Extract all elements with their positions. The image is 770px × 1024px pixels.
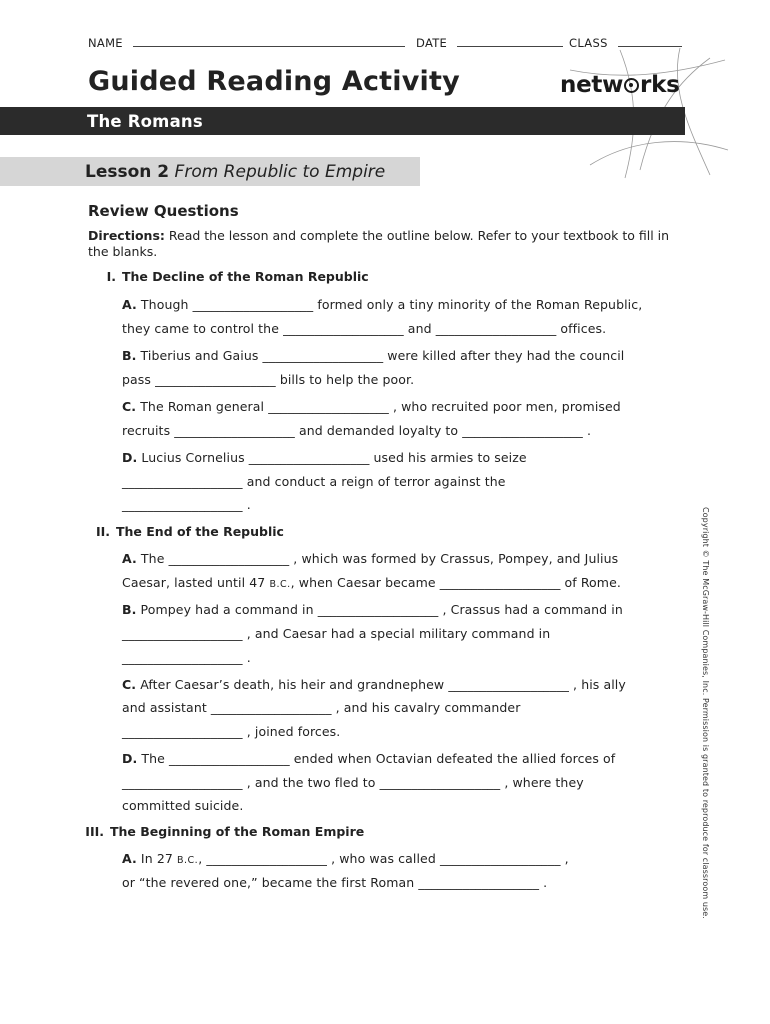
item-label: C. <box>122 677 137 692</box>
outline-line: or “the revered one,” became the first Roman ___________________ . <box>122 875 548 890</box>
copyright-notice: Copyright © The McGraw-Hill Companies, Inc. Permission is granted to reproduce for classroom use. <box>701 507 710 919</box>
answer-blank[interactable]: ___________________ <box>439 851 561 866</box>
review-questions-heading: Review Questions <box>88 202 239 220</box>
outline-line: A. Though ___________________ formed only a tiny minority of the Roman Republic, <box>122 297 643 312</box>
name-field[interactable] <box>88 34 405 50</box>
logo-text-start: netw <box>560 72 624 98</box>
directions <box>88 228 678 260</box>
outline-line: C. After Caesar’s death, his heir and grandnephew ___________________ , his ally <box>122 677 626 692</box>
answer-blank[interactable]: ___________________ <box>439 575 561 590</box>
unit-banner <box>0 107 685 135</box>
name-label: NAME <box>88 36 123 50</box>
outline-line: D. Lucius Cornelius ___________________ used his armies to seize <box>122 450 527 465</box>
answer-blank[interactable]: ___________________ <box>262 348 384 363</box>
item-label: A. <box>122 851 137 866</box>
section-number: I. <box>106 269 116 284</box>
answer-blank[interactable]: ___________________ <box>448 677 569 692</box>
outline-line: pass ___________________ bills to help the poor. <box>122 372 415 387</box>
outline-line: ___________________ . <box>122 650 251 665</box>
outline-line: committed suicide. <box>122 798 244 813</box>
answer-blank[interactable]: ___________________ <box>168 551 290 566</box>
answer-blank[interactable]: ___________________ <box>169 751 290 766</box>
answer-blank[interactable]: ___________________ <box>122 626 243 641</box>
answer-blank[interactable]: ___________________ <box>317 602 439 617</box>
answer-blank[interactable]: ___________________ <box>206 851 328 866</box>
outline-line: A. The ___________________ , which was formed by Crassus, Pompey, and Julius <box>122 551 619 566</box>
unit-title: The Romans <box>87 112 203 131</box>
section-heading <box>70 824 364 839</box>
outline-line: A. In 27 B.C., ___________________ , who was called ___________________ , <box>122 851 569 866</box>
outline-line: ___________________ , and the two fled to ___________________ , where they <box>122 775 584 790</box>
answer-blank[interactable]: ___________________ <box>122 775 243 790</box>
section-heading <box>76 524 284 539</box>
class-blank[interactable] <box>618 34 682 47</box>
outline-line: C. The Roman general ___________________ , who recruited poor men, promised <box>122 399 621 414</box>
item-label: D. <box>122 450 138 465</box>
target-o-icon <box>624 78 639 93</box>
outline-line: ___________________ and conduct a reign of terror against the <box>122 474 506 489</box>
date-blank[interactable] <box>457 34 563 47</box>
date-field[interactable] <box>416 34 563 50</box>
lesson-banner <box>0 157 420 186</box>
answer-blank[interactable]: ___________________ <box>210 700 332 715</box>
section-number: III. <box>85 824 104 839</box>
outline-line: recruits ___________________ and demanded loyalty to ___________________ . <box>122 423 592 438</box>
answer-blank[interactable]: ___________________ <box>418 875 540 890</box>
lesson-subtitle: From Republic to Empire <box>174 162 386 182</box>
outline-line: B. Pompey had a command in ___________________ , Crassus had a command in <box>122 602 623 617</box>
directions-text: Read the lesson and complete the outline below. Refer to your textbook to fill in the blanks. <box>88 228 670 259</box>
logo-text-end: rks <box>640 72 680 98</box>
item-label: B. <box>122 348 137 363</box>
date-label: DATE <box>416 36 448 50</box>
answer-blank[interactable]: ___________________ <box>268 399 389 414</box>
section-heading <box>82 269 369 284</box>
answer-blank[interactable]: ___________________ <box>435 321 557 336</box>
outline-line: ___________________ , and Caesar had a special military command in <box>122 626 551 641</box>
item-label: D. <box>122 751 138 766</box>
item-label: B. <box>122 602 137 617</box>
outline-line: B. Tiberius and Gaius ___________________ were killed after they had the council <box>122 348 625 363</box>
outline-line: ___________________ , joined forces. <box>122 724 341 739</box>
outline-line: ___________________ . <box>122 497 251 512</box>
outline-line: they came to control the ___________________ and ___________________ offices. <box>122 321 607 336</box>
section-number: II. <box>95 524 110 539</box>
section-title: The End of the Republic <box>116 524 284 539</box>
outline-line: Caesar, lasted until 47 B.C., when Caesar became ___________________ of Rome. <box>122 575 621 590</box>
answer-blank[interactable]: ___________________ <box>174 423 295 438</box>
class-field[interactable] <box>569 34 682 50</box>
outline-line: and assistant ___________________ , and his cavalry commander <box>122 700 521 715</box>
answer-blank[interactable]: ___________________ <box>462 423 583 438</box>
item-label: A. <box>122 297 137 312</box>
section-title: The Decline of the Roman Republic <box>122 269 369 284</box>
answer-blank[interactable]: ___________________ <box>192 297 314 312</box>
answer-blank[interactable]: ___________________ <box>122 724 243 739</box>
directions-label: Directions: <box>88 228 165 243</box>
lesson-heading <box>85 162 385 182</box>
networks-logo <box>560 72 679 98</box>
answer-blank[interactable]: ___________________ <box>248 450 370 465</box>
answer-blank[interactable]: ___________________ <box>379 775 501 790</box>
section-title: The Beginning of the Roman Empire <box>110 824 365 839</box>
class-label: CLASS <box>569 36 608 50</box>
answer-blank[interactable]: ___________________ <box>122 497 243 512</box>
item-label: A. <box>122 551 137 566</box>
name-blank[interactable] <box>133 34 405 47</box>
item-label: C. <box>122 399 137 414</box>
answer-blank[interactable]: ___________________ <box>155 372 276 387</box>
lesson-label: Lesson 2 <box>85 162 170 182</box>
answer-blank[interactable]: ___________________ <box>122 474 243 489</box>
page-title: Guided Reading Activity <box>88 66 460 97</box>
outline-line: D. The ___________________ ended when Octavian defeated the allied forces of <box>122 751 616 766</box>
answer-blank[interactable]: ___________________ <box>122 650 243 665</box>
answer-blank[interactable]: ___________________ <box>283 321 404 336</box>
